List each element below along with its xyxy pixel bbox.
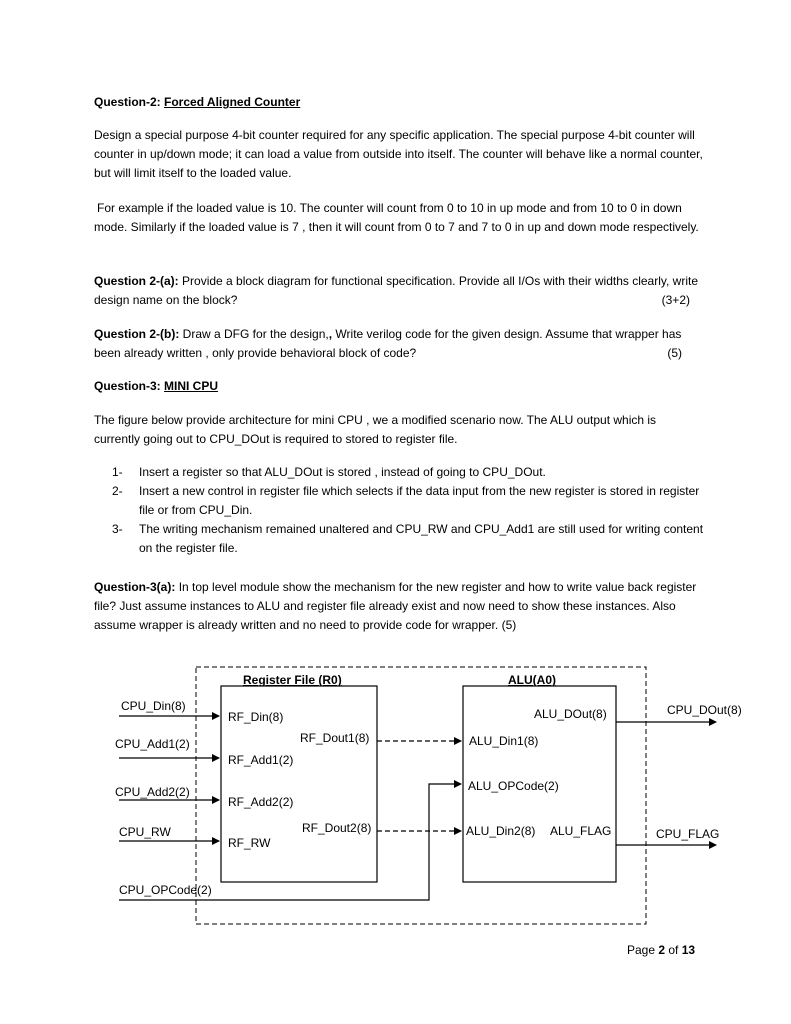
rf-dout1-port: RF_Dout1(8) xyxy=(300,731,370,745)
list-item-text: The writing mechanism remained unaltered and CPU_RW and CPU_Add1 are still used for writing content on the register file. xyxy=(139,522,704,555)
question-2a-text: Provide a block diagram for functional specification. Provide all I/Os with their widths clearly, write design name on the block? xyxy=(94,274,699,307)
question-3a-marks: (5) xyxy=(501,618,517,632)
rf-din-port: RF_Din(8) xyxy=(228,710,284,724)
question-2b-text-1: Draw a DFG for the design, xyxy=(182,327,329,341)
list-item-number: 3- xyxy=(112,522,123,536)
cpu-flag-label: CPU_FLAG xyxy=(656,827,720,841)
list-item-text: Insert a register so that ALU_DOut is stored , instead of going to CPU_DOut. xyxy=(139,465,546,479)
alu-title: ALU(A0) xyxy=(508,673,556,687)
cpu-din-label: CPU_Din(8) xyxy=(121,699,186,713)
question-2a-marks: (3+2) xyxy=(661,293,690,307)
alu-dout-port: ALU_DOut(8) xyxy=(534,707,607,721)
question-2-paragraph-1: Design a special purpose 4-bit counter required for any specific application. The special purpose 4-bit counter will counter in up/down mode; it can load a value from outside into itself. The counter will behave like a normal counter, but will limit itself to the loaded value. xyxy=(94,128,703,180)
alu-opcode-port: ALU_OPCode(2) xyxy=(468,779,559,793)
list-item-number: 2- xyxy=(112,484,123,498)
cpu-dout-label: CPU_DOut(8) xyxy=(667,703,742,717)
page-number-total: 13 xyxy=(681,943,696,957)
question-3-paragraph: The figure below provide architecture for mini CPU , we a modified scenario now. The ALU output which is currently going out to CPU_DOut is required to stored to register file. xyxy=(94,413,657,446)
question-2-label: Question-2: xyxy=(94,95,161,109)
cpu-opcode-label: CPU_OPCode(2) xyxy=(119,883,212,897)
alu-din2-port: ALU_Din2(8) xyxy=(466,824,536,838)
page-number-of: of xyxy=(665,943,682,957)
cpu-add1-label: CPU_Add1(2) xyxy=(115,737,190,751)
question-2-paragraph-2: For example if the loaded value is 10. The counter will count from 0 to 10 in up mode and from 10 to 0 in down mode. Similarly if the loaded value is 7 , then it will count from 0 to 7 and 7 to 0 in up and down mode respectively. xyxy=(94,201,699,234)
cpu-rw-label: CPU_RW xyxy=(119,825,171,839)
page-number xyxy=(627,943,695,957)
question-3-title: MINI CPU xyxy=(164,379,219,393)
question-2b-marks: (5) xyxy=(667,346,682,360)
question-2b-text-2: Write verilog code for the given design. Assume that wrapper has been already written , only provide behavioral block of code? xyxy=(94,327,682,360)
page-number-prefix: Page xyxy=(627,943,659,957)
rf-dout2-port: RF_Dout2(8) xyxy=(302,821,372,835)
alu-flag-port: ALU_FLAG xyxy=(550,824,612,838)
question-2b: Question 2-(b): Draw a DFG for the design,, Write verilog code for the given design. Assume that wrapper has been already written , only provide behavioral block of code? (5) xyxy=(94,325,704,363)
rf-rw-port: RF_RW xyxy=(228,836,271,850)
cpu-add2-label: CPU_Add2(2) xyxy=(115,785,190,799)
question-3a-text: In top level module show the mechanism for the new register and how to write value back register file? Just assume instances to ALU and register file already exist and now need to show these instances. Also assume wrapper is already written and no need to provide code for wrapper. xyxy=(94,580,697,632)
question-2a-label: Question 2-(a): xyxy=(94,274,179,288)
rf-add1-port: RF_Add1(2) xyxy=(228,753,294,767)
list-item-text: Insert a new control in register file which selects if the data input from the new register is stored in register file or from CPU_Din. xyxy=(139,484,700,517)
question-3-label: Question-3: xyxy=(94,379,161,393)
question-3a-label: Question-3(a): xyxy=(94,580,176,594)
register-file-title: Register File (R0) xyxy=(243,673,342,687)
page-number-current: 2 xyxy=(658,943,666,957)
alu-din1-port: ALU_Din1(8) xyxy=(469,734,539,748)
question-2-title: Forced Aligned Counter xyxy=(164,95,301,109)
list-item-number: 1- xyxy=(112,465,123,479)
rf-add2-port: RF_Add2(2) xyxy=(228,795,294,809)
question-2b-label: Question 2-(b): xyxy=(94,327,180,341)
